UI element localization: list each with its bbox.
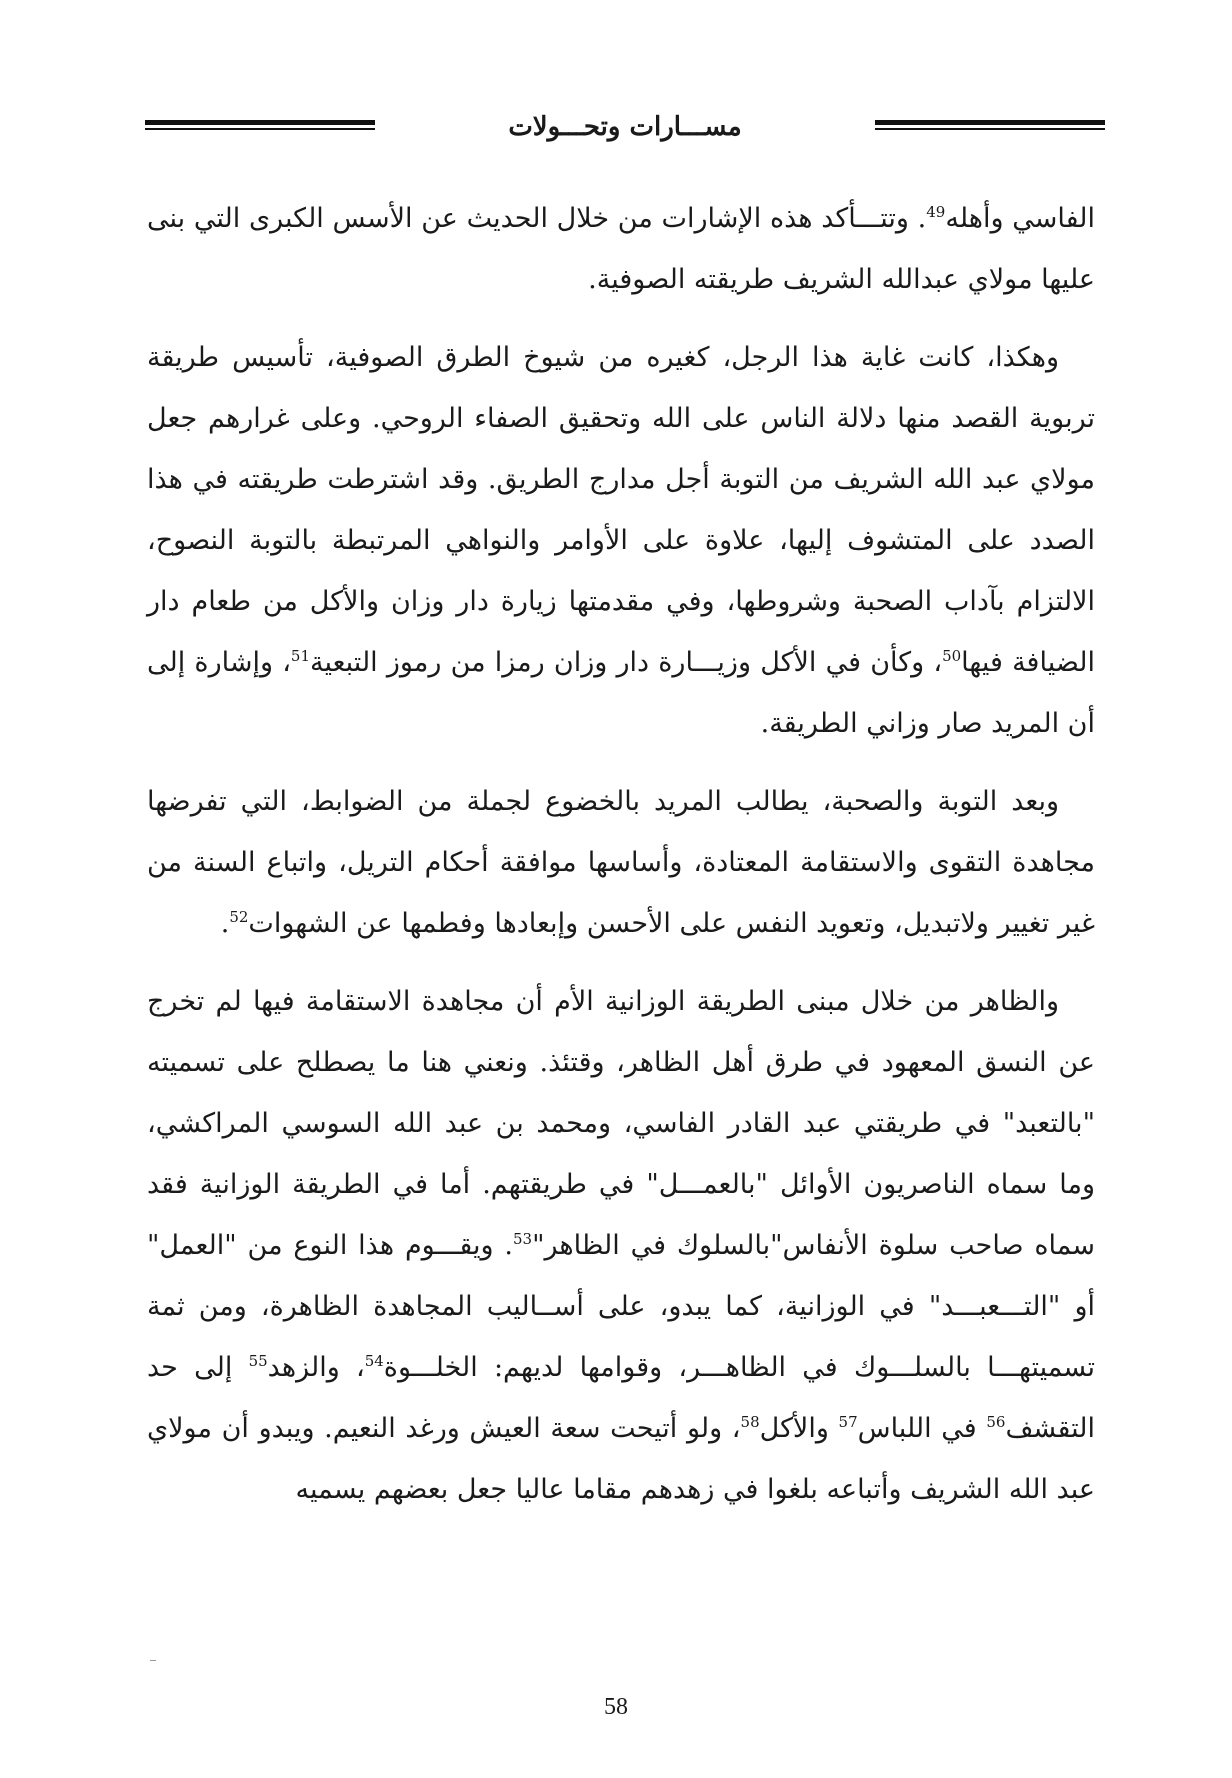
paragraph-1 (147, 188, 1095, 310)
text-run: . ويقـــوم هذا النوع من "العمل" أو "التـــعبـــد" في الوزانية، كما يبدو، على أســاليب المجاهدة الظاهرة، ومن ثمة تسميتهـــا بالسلـــوك في الظاهـــر، وقوامها لديهم: الخلـــوة (147, 1230, 1096, 1383)
footnote-ref: 51 (290, 647, 311, 665)
footnote-ref: 56 (986, 1413, 1006, 1431)
text-run: إلى حد التقشف (147, 1352, 1096, 1444)
text-run: . (220, 908, 230, 939)
header-rule-left (145, 120, 375, 140)
footnote-ref: 55 (248, 1352, 268, 1370)
page-number: 58 (604, 1694, 628, 1720)
paragraph-3 (147, 771, 1095, 954)
text-run: في اللباس (857, 1413, 987, 1444)
text-run: والأكل (759, 1413, 839, 1444)
footnote-ref: 52 (229, 908, 249, 926)
paragraph-2 (147, 327, 1095, 754)
footnote-ref: 57 (838, 1413, 858, 1431)
footnote-ref: 49 (926, 203, 946, 221)
footnote-ref: 53 (513, 1230, 533, 1248)
text-run: وبعد التوبة والصحبة، يطالب المريد بالخضوع لجملة من الضوابط، التي تفرضها مجاهدة التقوى والاستقامة المعتادة، وأساسها موافقة أحكام التريل، واتباع السنة من غير تغيير ولاتبديل، وتعويد النفس على الأحسن وإبعادها وفطمها عن الشهوات (147, 786, 1095, 939)
footnote-ref: 50 (942, 647, 962, 665)
paragraph-4 (147, 971, 1095, 1520)
text-run: . وتتـــأكد هذه الإشارات من خلال الحديث عن الأسس الكبرى التي بنى عليها مولاي عبدالله الشريف طريقته الصوفية. (147, 203, 1095, 295)
footnote-ref: 54 (364, 1352, 384, 1370)
text-run: والظاهر من خلال مبنى الطريقة الوزانية الأم أن مجاهدة الاستقامة فيها لم تخرج عن النسق المعهود في طرق أهل الظاهر، وقتئذ. ونعني هنا ما يصطلح على تسميته "بالتعبد" في طريقتي عبد القادر الفاسي، ومحمد بن عبد الله السوسي المراكشي، وما سماه الناصريون الأوائل "بالعمـــل" في طريقتهم. أما في الطريقة الوزانية فقد سماه صاحب سلوة الأنفاس"بالسلوك في الظاهر" (147, 986, 1095, 1261)
running-title: مســـارات وتحـــولات (508, 112, 742, 142)
footnote-ref: 58 (740, 1413, 760, 1431)
body-text (147, 188, 1095, 1537)
text-run: وهكذا، كانت غاية هذا الرجل، كغيره من شيوخ الطرق الصوفية، تأسيس طريقة تربوية القصد منها دلالة الناس على الله وتحقيق الصفاء الروحي. وعلى غرارهم جعل مولاي عبد الله الشريف من التوبة أجل مدارج الطريق. وقد اشترطت طريقته في هذا الصدد على المتشوف إليها، علاوة على الأوامر والنواهي المرتبطة بالتوبة النصوح، الالتزام بآداب الصحبة وشروطها، وفي مقدمتها زيارة دار وزان والأكل من طعام دار الضيافة فيها (147, 342, 1095, 678)
text-run: الفاسي وأهله (945, 203, 1095, 234)
header-rule-right (875, 120, 1105, 140)
text-run: ، وإشارة إلى أن المريد صار وزاني الطريقة. (147, 647, 1095, 739)
running-header (145, 112, 1105, 152)
text-run: ، ولو أتيحت سعة العيش ورغد النعيم. ويبدو أن مولاي عبد الله الشريف وأتباعه بلغوا في زهدهم مقاما عاليا جعل بعضهم يسميه (147, 1413, 1095, 1505)
footer-mark (150, 1660, 156, 1661)
text-run: ، والزهد (267, 1352, 365, 1383)
text-run: ، وكأن في الأكل وزيـــارة دار وزان رمزا من رموز التبعية (310, 647, 943, 678)
